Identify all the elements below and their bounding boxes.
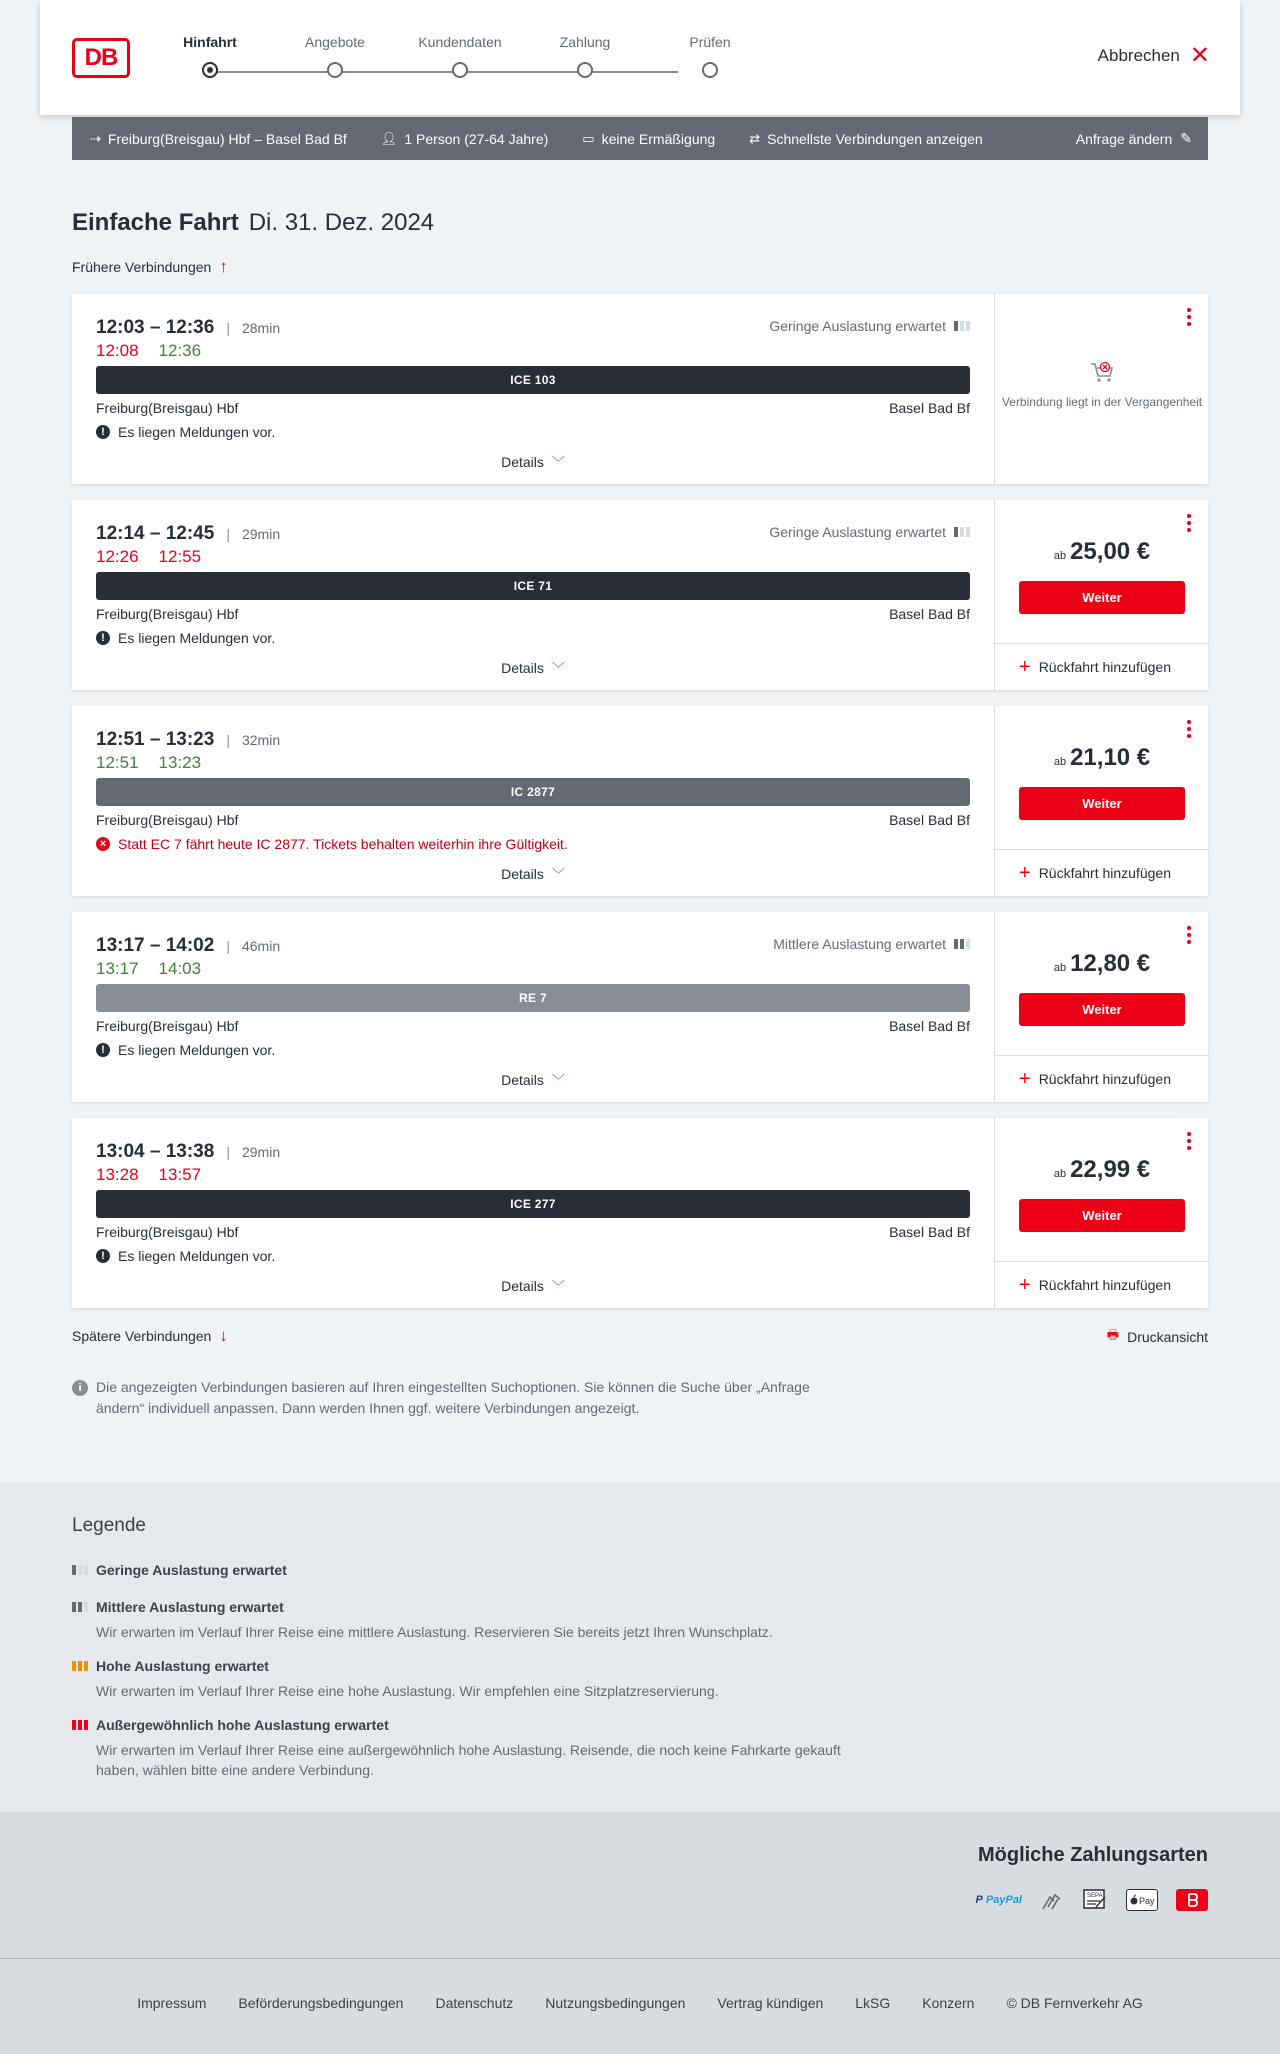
legend-item: Außergewöhnlich hohe Auslastung erwartet Wir erwarten im Verlauf Ihrer Reise eine außergewöhnlich hohe Auslastung. Reisende, die noch keine Fahrkarte gekauft haben, wählen bitte eine andere Verbindung. xyxy=(72,1717,872,1780)
close-icon: ✕ xyxy=(1189,42,1210,69)
load-icon xyxy=(954,939,970,949)
legend-item: Geringe Auslastung erwartet xyxy=(72,1562,872,1578)
load-bar xyxy=(954,527,958,537)
arrival-station: Basel Bad Bf xyxy=(889,400,970,416)
price: ab 12,80 € xyxy=(1053,950,1151,977)
load-level-icon xyxy=(72,1661,88,1671)
departure-station: Freiburg(Breisgau) Hbf xyxy=(96,812,239,828)
apple-pay-icon xyxy=(1126,1889,1158,1911)
step-angebote: Angebote xyxy=(280,34,390,78)
load-icon xyxy=(954,321,970,331)
summary-route: ⇢ Freiburg(Breisgau) Hbf – Basel Bad Bf xyxy=(90,130,347,147)
realtime-arrival: 14:03 xyxy=(158,959,202,978)
connection-info xyxy=(72,294,994,484)
db-logo[interactable]: DB xyxy=(72,38,130,78)
legend-title: Legende xyxy=(72,1515,146,1536)
step-dot xyxy=(452,62,468,78)
load-bar xyxy=(960,939,964,949)
load-bar xyxy=(84,1720,88,1730)
earlier-connections-link[interactable]: Frühere Verbindungen ↑ xyxy=(72,257,228,276)
planned-times: 13:04 – 13:38 | 29min xyxy=(96,1141,280,1163)
connection-message: ! Es liegen Meldungen vor. xyxy=(96,630,275,646)
person-icon: 👤︎ xyxy=(380,130,398,146)
alert-icon: ! xyxy=(96,1249,110,1263)
summary-discount: ▭ keine Ermäßigung xyxy=(582,130,716,147)
arrow-down-icon: ↓ xyxy=(219,1326,228,1345)
realtime-departure: 12:51 xyxy=(96,753,139,772)
connection-card xyxy=(72,706,1208,896)
step-zahlung: Zahlung xyxy=(530,34,640,78)
offer-panel xyxy=(994,706,1208,896)
offer-panel xyxy=(994,912,1208,1102)
progress-steps xyxy=(182,34,731,84)
offer-panel xyxy=(994,1118,1208,1308)
alert-icon: ! xyxy=(96,425,110,439)
footer-link[interactable]: Vertrag kündigen xyxy=(717,1995,824,2011)
more-options-icon[interactable] xyxy=(1186,308,1192,326)
footer-link[interactable]: Konzern xyxy=(922,1995,975,2011)
summary-passengers: 👤︎ 1 Person (27-64 Jahre) xyxy=(380,130,549,147)
load-bar xyxy=(966,321,970,331)
details-toggle[interactable]: Details ﹀ xyxy=(501,866,565,882)
footer-link: © DB Fernverkehr AG xyxy=(1006,1995,1143,2011)
arrival-station: Basel Bad Bf xyxy=(889,1224,970,1240)
load-indicator[interactable]: Geringe Auslastung erwartet xyxy=(769,318,970,334)
chevron-down-icon: ﹀ xyxy=(551,661,565,676)
add-return-trip-button[interactable]: + Rückfahrt hinzufügen xyxy=(995,1055,1209,1102)
step-dot xyxy=(577,62,593,78)
load-bar xyxy=(78,1602,82,1612)
header xyxy=(40,0,1240,115)
connection-info xyxy=(72,1118,994,1308)
planned-times: 12:14 – 12:45 | 29min xyxy=(96,523,280,545)
add-return-trip-button[interactable]: + Rückfahrt hinzufügen xyxy=(995,1261,1209,1308)
load-bar xyxy=(966,939,970,949)
load-bar xyxy=(954,321,958,331)
train-bar[interactable]: ICE 71 xyxy=(96,572,970,600)
price: ab 21,10 € xyxy=(1053,744,1151,771)
load-bar xyxy=(78,1720,82,1730)
details-toggle[interactable]: Details ﹀ xyxy=(501,1278,565,1294)
step-kundendaten: Kundendaten xyxy=(405,34,515,78)
legend-item: Hohe Auslastung erwartet Wir erwarten im Verlauf Ihrer Reise eine hohe Auslastung. Wir empfehlen eine Sitzplatzreservierung. xyxy=(72,1658,872,1701)
footer-link[interactable]: Impressum xyxy=(137,1995,207,2011)
connection-card xyxy=(72,294,1208,484)
departure-station: Freiburg(Breisgau) Hbf xyxy=(96,1018,239,1034)
add-return-trip-button[interactable]: + Rückfahrt hinzufügen xyxy=(995,643,1209,690)
info-icon: i xyxy=(72,1380,88,1396)
step-dot xyxy=(702,62,718,78)
payment-section xyxy=(0,1812,1280,1958)
past-connection-notice: Verbindung liegt in der Vergangenheit xyxy=(995,358,1209,410)
realtime-arrival: 12:55 xyxy=(158,547,202,566)
more-options-icon[interactable] xyxy=(1186,514,1192,532)
load-icon xyxy=(954,527,970,537)
load-bar xyxy=(84,1565,88,1575)
footer-link[interactable]: Datenschutz xyxy=(435,1995,514,2011)
connection-info xyxy=(72,706,994,896)
plus-icon: + xyxy=(1019,1068,1031,1090)
plus-icon: + xyxy=(1019,1274,1031,1296)
load-level-icon xyxy=(72,1602,88,1612)
connection-card xyxy=(72,1118,1208,1308)
realtime-times xyxy=(96,959,201,979)
realtime-departure: 12:08 xyxy=(96,341,139,360)
add-return-trip-button[interactable]: + Rückfahrt hinzufügen xyxy=(995,849,1209,896)
load-bar xyxy=(84,1602,88,1612)
realtime-arrival: 13:57 xyxy=(158,1165,202,1184)
more-options-icon[interactable] xyxy=(1186,720,1192,738)
load-bar xyxy=(954,939,958,949)
later-connections-link[interactable]: Spätere Verbindungen ↓ xyxy=(72,1326,228,1345)
load-bar xyxy=(72,1565,76,1575)
footer-link[interactable]: Nutzungsbedingungen xyxy=(545,1995,686,2011)
duration: | 32min xyxy=(226,732,280,748)
connection-message: ! Es liegen Meldungen vor. xyxy=(96,424,275,440)
summary-option: ⇄ Schnellste Verbindungen anzeigen xyxy=(749,130,983,147)
load-indicator[interactable]: Mittlere Auslastung erwartet xyxy=(773,936,970,952)
connection-message: ! Es liegen Meldungen vor. xyxy=(96,1248,275,1264)
connection-card xyxy=(72,500,1208,690)
duration: | 28min xyxy=(226,320,280,336)
chevron-down-icon: ﹀ xyxy=(551,455,565,470)
price: ab 25,00 € xyxy=(1053,538,1151,565)
connection-info xyxy=(72,500,994,690)
offer-panel xyxy=(994,294,1208,484)
duration: | 29min xyxy=(226,526,280,542)
departure-station: Freiburg(Breisgau) Hbf xyxy=(96,1224,239,1240)
legend-item: Mittlere Auslastung erwartet Wir erwarten im Verlauf Ihrer Reise eine mittlere Auslastung. Reservieren Sie bereits jetzt Ihren Wunschplatz. xyxy=(72,1599,872,1642)
arrow-up-icon: ↑ xyxy=(219,257,228,276)
planned-times: 12:51 – 13:23 | 32min xyxy=(96,729,280,751)
footer xyxy=(0,1958,1280,2054)
load-level-icon xyxy=(72,1565,88,1575)
chevron-down-icon: ﹀ xyxy=(551,1073,565,1088)
error-icon: × xyxy=(96,837,110,851)
cart-unavailable-icon xyxy=(1088,358,1116,386)
connection-message: ! Es liegen Meldungen vor. xyxy=(96,1042,275,1058)
more-options-icon[interactable] xyxy=(1186,926,1192,944)
more-options-icon[interactable] xyxy=(1186,1132,1192,1150)
continue-button[interactable]: Weiter xyxy=(1019,1199,1185,1232)
realtime-departure: 13:28 xyxy=(96,1165,139,1184)
alert-icon: ! xyxy=(96,1043,110,1057)
print-view-link[interactable]: 🖶︎ Druckansicht xyxy=(1107,1326,1208,1348)
page-title: Einfache Fahrt Di. 31. Dez. 2024 xyxy=(72,209,435,236)
paypal-icon: P PayPal xyxy=(975,1894,1022,1906)
pencil-icon: ✎ xyxy=(1180,130,1192,146)
realtime-departure: 13:17 xyxy=(96,959,139,978)
price: ab 22,99 € xyxy=(1053,1156,1151,1183)
realtime-times xyxy=(96,547,201,567)
load-bar xyxy=(78,1565,82,1575)
footer-link[interactable]: LkSG xyxy=(855,1995,891,2011)
details-toggle[interactable]: Details ﹀ xyxy=(501,454,565,470)
change-request-button[interactable]: Anfrage ändern ✎ xyxy=(1075,130,1192,147)
details-toggle[interactable]: Details ﹀ xyxy=(501,1072,565,1088)
planned-times: 13:17 – 14:02 | 46min xyxy=(96,935,280,957)
departure-station: Freiburg(Breisgau) Hbf xyxy=(96,606,239,622)
train-bar[interactable]: ICE 277 xyxy=(96,1190,970,1218)
continue-button[interactable]: Weiter xyxy=(1019,787,1185,820)
load-bar xyxy=(72,1661,76,1671)
chevron-down-icon: ﹀ xyxy=(551,1279,565,1294)
realtime-departure: 12:26 xyxy=(96,547,139,566)
load-indicator[interactable]: Geringe Auslastung erwartet xyxy=(769,524,970,540)
legend-section xyxy=(0,1482,1280,1812)
payment-methods xyxy=(976,1889,1209,1911)
load-bar xyxy=(966,527,970,537)
plus-icon: + xyxy=(1019,656,1031,678)
load-bar xyxy=(78,1661,82,1671)
realtime-times xyxy=(96,1165,201,1185)
step-hinfahrt: Hinfahrt xyxy=(155,34,265,78)
bahncard-icon: ▭ xyxy=(582,130,595,146)
train-bar[interactable]: IC 2877 xyxy=(96,778,970,806)
continue-button[interactable]: Weiter xyxy=(1019,581,1185,614)
svg-text:SEPA: SEPA xyxy=(1087,1893,1103,1899)
chevron-down-icon: ﹀ xyxy=(551,867,565,882)
credit-card-icon xyxy=(1040,1889,1064,1911)
train-bar[interactable]: RE 7 xyxy=(96,984,970,1012)
load-bar xyxy=(84,1661,88,1671)
footer-link[interactable]: Beförderungsbedingungen xyxy=(238,1995,404,2011)
realtime-times xyxy=(96,341,201,361)
alert-icon: ! xyxy=(96,631,110,645)
filter-icon: ⇄ xyxy=(749,130,761,146)
load-bar xyxy=(960,527,964,537)
svg-text:Pay: Pay xyxy=(1139,1896,1155,1906)
load-bar xyxy=(960,321,964,331)
arrival-station: Basel Bad Bf xyxy=(889,1018,970,1034)
step-pruefen: Prüfen xyxy=(655,34,765,78)
realtime-arrival: 13:23 xyxy=(158,753,202,772)
arrival-station: Basel Bad Bf xyxy=(889,812,970,828)
info-note: i Die angezeigten Verbindungen basieren auf Ihren eingestellten Suchoptionen. Sie können die Suche über „Anfrage ändern“ individuell anpassen. Dann werden Ihnen ggf. weitere Verbindungen angezeigt. xyxy=(72,1377,852,1419)
continue-button[interactable]: Weiter xyxy=(1019,993,1185,1026)
departure-station: Freiburg(Breisgau) Hbf xyxy=(96,400,239,416)
connection-card xyxy=(72,912,1208,1102)
cancel-button[interactable]: Abbrechen ✕ xyxy=(1097,42,1210,69)
step-dot xyxy=(327,62,343,78)
train-bar[interactable]: ICE 103 xyxy=(96,366,970,394)
offer-panel xyxy=(994,500,1208,690)
sepa-icon xyxy=(1082,1889,1108,1911)
duration: | 29min xyxy=(226,1144,280,1160)
printer-icon: 🖶︎ xyxy=(1106,1327,1120,1342)
footer-links xyxy=(0,1995,1280,2011)
db-pay-icon xyxy=(1176,1889,1208,1911)
realtime-arrival: 12:36 xyxy=(158,341,202,360)
realtime-times xyxy=(96,753,201,773)
connection-message: × Statt EC 7 fährt heute IC 2877. Tickets behalten weiterhin ihre Gültigkeit. xyxy=(96,836,568,852)
arrow-right-icon: ⇢ xyxy=(90,130,101,146)
load-bar xyxy=(72,1720,76,1730)
plus-icon: + xyxy=(1019,862,1031,884)
payment-title: Mögliche Zahlungsarten xyxy=(977,1844,1208,1866)
load-bar xyxy=(72,1602,76,1612)
connection-info xyxy=(72,912,994,1102)
arrival-station: Basel Bad Bf xyxy=(889,606,970,622)
details-toggle[interactable]: Details ﹀ xyxy=(501,660,565,676)
planned-times: 12:03 – 12:36 | 28min xyxy=(96,317,280,339)
step-dot xyxy=(202,62,218,78)
load-level-icon xyxy=(72,1720,88,1730)
duration: | 46min xyxy=(226,938,280,954)
search-summary-bar xyxy=(72,117,1208,160)
